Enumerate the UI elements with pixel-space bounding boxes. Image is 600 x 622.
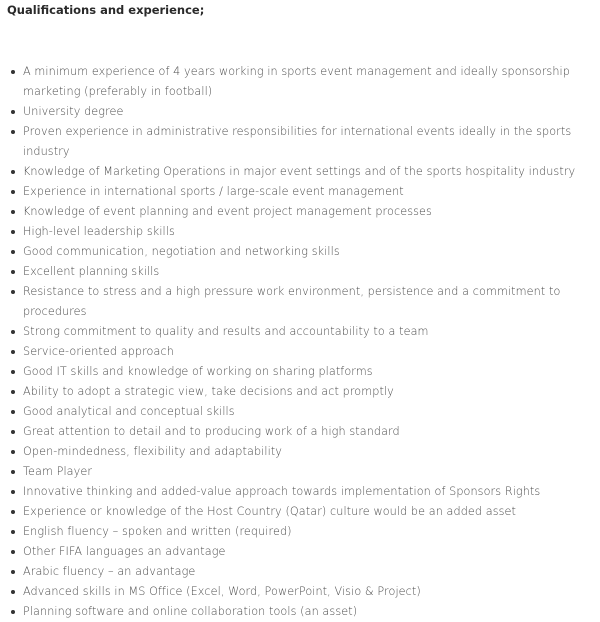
bullet-icon	[11, 270, 15, 274]
list-item	[11, 542, 594, 562]
bullet-icon	[11, 550, 15, 554]
bullet-icon	[11, 230, 15, 234]
list-item	[11, 522, 594, 542]
list-item-text: Service-oriented approach	[23, 345, 174, 358]
bullet-icon	[11, 450, 15, 454]
list-item-text: Team Player	[23, 465, 93, 478]
bullet-icon	[11, 110, 15, 114]
list-item	[11, 502, 594, 522]
qualifications-list	[11, 62, 594, 622]
list-item-text: Planning software and online collaboration tools (an asset)	[23, 605, 358, 618]
list-item-text: Great attention to detail and to producing work of a high standard	[23, 425, 400, 438]
list-item-text: Experience in international sports / large-scale event management	[23, 185, 404, 198]
bullet-icon	[11, 610, 15, 614]
list-item	[11, 162, 594, 182]
bullet-icon	[11, 410, 15, 414]
list-item-text: Excellent planning skills	[23, 265, 160, 278]
list-item-text: High-level leadership skills	[23, 225, 175, 238]
bullet-icon	[11, 490, 15, 494]
bullet-icon	[11, 210, 15, 214]
bullet-icon	[11, 350, 15, 354]
list-item	[11, 462, 594, 482]
list-item	[11, 342, 594, 362]
list-item-text: Innovative thinking and added-value approach towards implementation of Sponsors Rights	[23, 485, 541, 498]
bullet-icon	[11, 70, 15, 74]
bullet-icon	[11, 290, 15, 294]
list-item	[11, 102, 594, 122]
section-heading: Qualifications and experience;	[7, 3, 205, 17]
list-item	[11, 62, 594, 102]
bullet-icon	[11, 570, 15, 574]
bullet-icon	[11, 470, 15, 474]
bullet-icon	[11, 510, 15, 514]
bullet-icon	[11, 370, 15, 374]
bullet-icon	[11, 590, 15, 594]
list-item	[11, 322, 594, 342]
list-item-text: Experience or knowledge of the Host Country (Qatar) culture would be an added asset	[23, 505, 517, 518]
list-item	[11, 582, 594, 602]
list-item	[11, 242, 594, 262]
list-item	[11, 402, 594, 422]
list-item	[11, 182, 594, 202]
bullet-icon	[11, 190, 15, 194]
list-item-text: Resistance to stress and a high pressure work environment, persistence and a commitment to procedures	[23, 285, 561, 318]
list-item	[11, 222, 594, 242]
list-item-text: Good IT skills and knowledge of working on sharing platforms	[23, 365, 373, 378]
list-item	[11, 562, 594, 582]
list-item	[11, 122, 594, 162]
list-item	[11, 362, 594, 382]
list-item-text: Open-mindedness, flexibility and adaptability	[23, 445, 282, 458]
bullet-icon	[11, 330, 15, 334]
list-item-text: Proven experience in administrative responsibilities for international events ideally in the sports industry	[23, 125, 572, 158]
list-item-text: Knowledge of event planning and event project management processes	[23, 205, 432, 218]
list-item	[11, 262, 594, 282]
bullet-icon	[11, 530, 15, 534]
bullet-icon	[11, 250, 15, 254]
list-item-text: A minimum experience of 4 years working in sports event management and ideally sponsorship marketing (preferably in football)	[23, 65, 570, 98]
list-item-text: Good communication, negotiation and networking skills	[23, 245, 340, 258]
list-item	[11, 422, 594, 442]
list-item-text: Knowledge of Marketing Operations in major event settings and of the sports hospitality industry	[23, 165, 576, 178]
list-item-text: Other FIFA languages an advantage	[23, 545, 226, 558]
list-item-text: Good analytical and conceptual skills	[23, 405, 235, 418]
list-item-text: Strong commitment to quality and results and accountability to a team	[23, 325, 429, 338]
list-item	[11, 202, 594, 222]
list-item-text: Arabic fluency – an advantage	[23, 565, 196, 578]
list-item	[11, 282, 594, 322]
list-item-text: English fluency – spoken and written (required)	[23, 525, 292, 538]
list-item	[11, 382, 594, 402]
bullet-icon	[11, 430, 15, 434]
list-item	[11, 602, 594, 622]
bullet-icon	[11, 170, 15, 174]
list-item	[11, 482, 594, 502]
list-item	[11, 442, 594, 462]
list-item-text: University degree	[23, 105, 124, 118]
bullet-icon	[11, 130, 15, 134]
list-item-text: Advanced skills in MS Office (Excel, Word, PowerPoint, Visio & Project)	[23, 585, 421, 598]
bullet-icon	[11, 390, 15, 394]
list-item-text: Ability to adopt a strategic view, take decisions and act promptly	[23, 385, 394, 398]
